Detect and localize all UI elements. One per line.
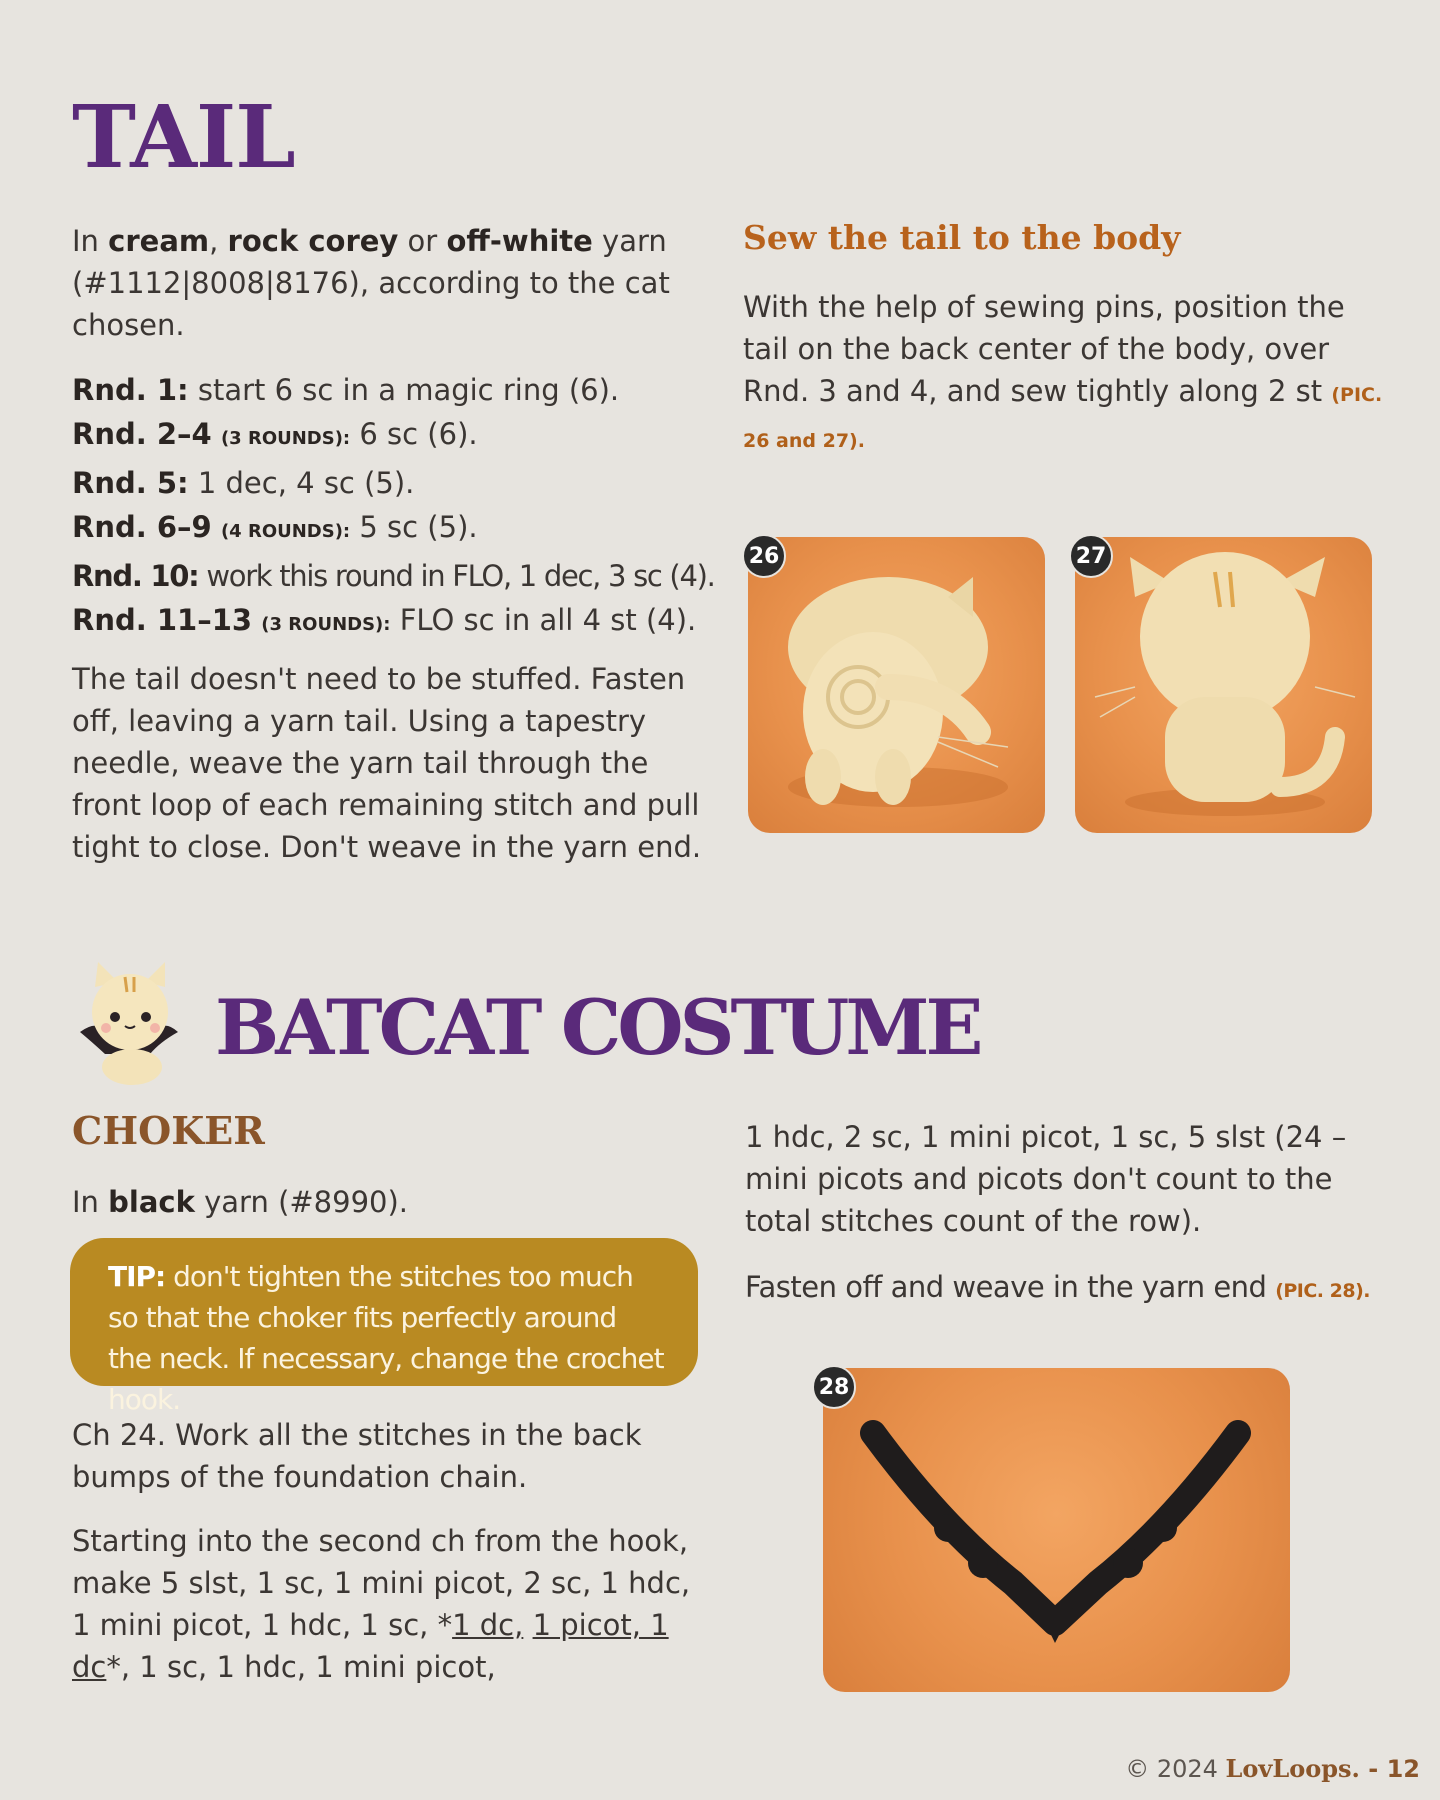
- batcat-costume-title: BATCAT COSTUME: [215, 983, 980, 1072]
- tail-finish: The tail doesn't need to be stuffed. Fasten off, leaving a yarn tail. Using a tapestry needle, weave the yarn tail through the front loop of each remaining stitch and pull tight to close. Don't weave in the yarn end.: [72, 662, 702, 864]
- choker-title: CHOKER: [72, 1108, 265, 1153]
- tip-box: TIP: don't tighten the stitches too much so that the choker fits perfectly around the neck. If necessary, change the crochet hook.: [70, 1238, 698, 1386]
- round-line: Rnd. 11–13 (3 ROUNDS): FLO sc in all 4 st (4).: [72, 603, 697, 637]
- photo-pic-26: [748, 537, 1045, 833]
- photo-pic-28: [823, 1368, 1290, 1692]
- tail-title: TAIL: [72, 87, 295, 188]
- choker-yarn: In black yarn (#8990).: [72, 1185, 409, 1219]
- choker-continue: 1 hdc, 2 sc, 1 mini picot, 1 sc, 5 slst (24 – mini picots and picots don't count to the total stitches count of the row).: [745, 1120, 1347, 1238]
- footer-copyright: © 2024 LovLoops. - 12: [1125, 1754, 1420, 1783]
- photo-pic-27: [1075, 537, 1372, 833]
- round-line: Rnd. 2–4 (3 ROUNDS): 6 sc (6).: [72, 417, 478, 451]
- sew-title: Sew the tail to the body: [743, 218, 1181, 257]
- tail-rounds: [72, 368, 715, 647]
- black-choker-image: [823, 1368, 1290, 1692]
- pic-number-28: 28: [812, 1365, 856, 1409]
- round-line: Rnd. 6–9 (4 ROUNDS): 5 sc (5).: [72, 510, 478, 544]
- choker-start: Starting into the second ch from the hook, make 5 slst, 1 sc, 1 mini picot, 2 sc, 1 hdc, 1 mini picot, 1 hdc, 1 sc, *1 dc, 1 picot, 1 dc*, 1 sc, 1 hdc, 1 mini picot,: [72, 1524, 691, 1684]
- choker-fasten: Fasten off and weave in the yarn end (PIC. 28).: [745, 1270, 1370, 1304]
- cat-tail-closeup-image: [748, 537, 1045, 833]
- batcat-mascot-icon: [70, 962, 185, 1087]
- choker-ch: Ch 24. Work all the stitches in the back bumps of the foundation chain.: [72, 1418, 642, 1494]
- tail-intro: In cream, rock corey or off-white yarn (#1112|8008|8176), according to the cat chosen.: [72, 224, 670, 342]
- round-line: Rnd. 10: work this round in FLO, 1 dec, 3 sc (4).: [72, 559, 715, 593]
- round-line: Rnd. 1: start 6 sc in a magic ring (6).: [72, 373, 620, 407]
- cat-back-view-image: [1075, 537, 1372, 833]
- pic-number-26: 26: [742, 534, 786, 578]
- pic-number-27: 27: [1069, 534, 1113, 578]
- sew-text: With the help of sewing pins, position the tail on the back center of the body, over Rnd. 3 and 4, and sew tightly along 2 st (PIC. 26 and 27).: [743, 290, 1383, 452]
- round-line: Rnd. 5: 1 dec, 4 sc (5).: [72, 466, 415, 500]
